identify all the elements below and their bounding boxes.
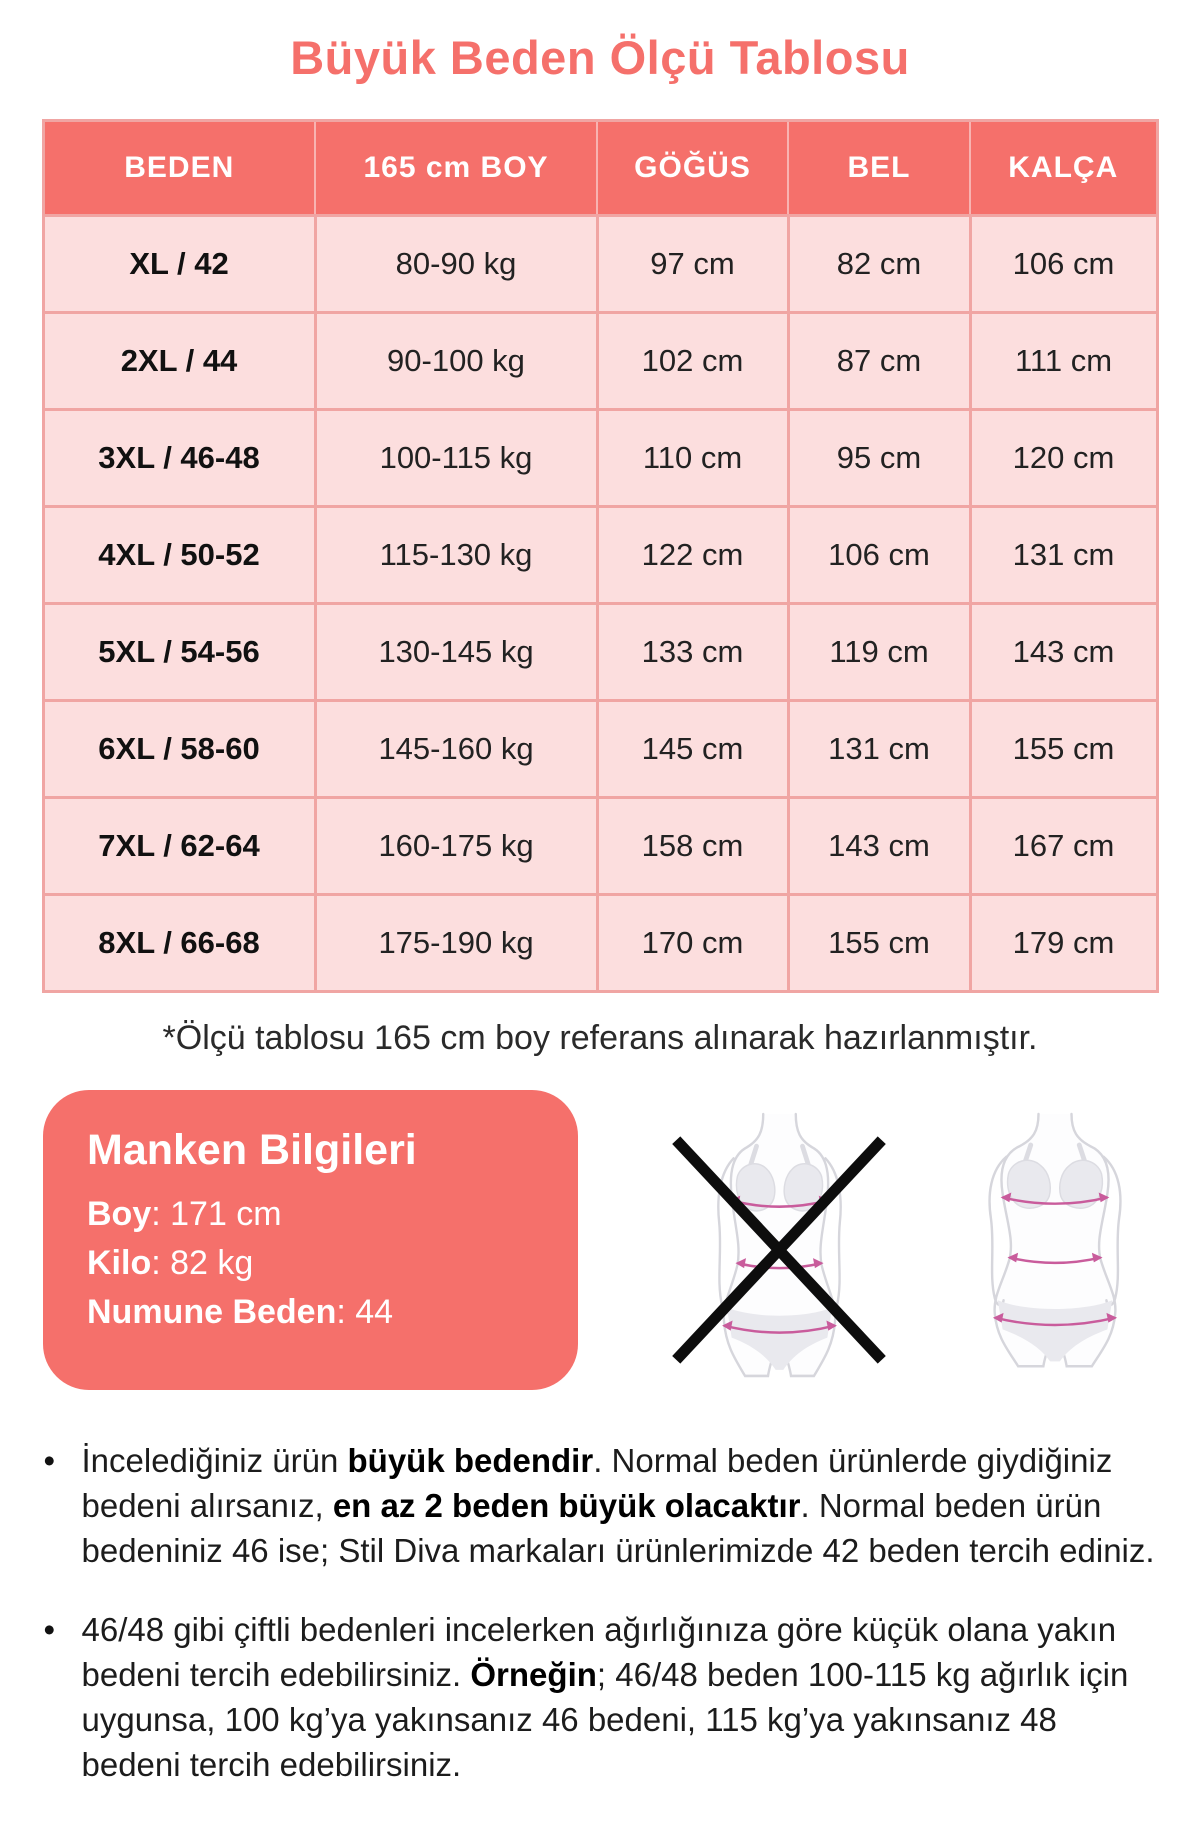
cell-weight: 100-115 kg [315,410,597,507]
note-text-1: İncelediğiniz ürün büyük bedendir. Normal beden ürünlerde giydiğiniz bedeni alırsanız, en az 2 beden büyük olacaktır. Normal beden ürün bedeniniz 46 ise; Stil Diva markaları ürünlerimizde 42 beden tercih ediniz. [81,1442,1155,1569]
cell-size: 7XL / 62-64 [43,798,315,895]
bullet-icon: • [43,1611,56,1648]
cell-weight: 80-90 kg [315,216,597,313]
cell-weight: 90-100 kg [315,313,597,410]
table-row [43,701,1157,798]
model-weight-line: Kilo: 82 kg [87,1244,254,1282]
cell-chest: 97 cm [597,216,788,313]
model-info-section [0,1090,1200,1390]
cell-chest: 170 cm [597,895,788,992]
plus-size-body-figure-icon [948,1112,1162,1374]
note-item-2 [38,1607,1163,1787]
note-item-1 [38,1438,1163,1573]
reference-footnote: *Ölçü tablosu 165 cm boy referans alınarak hazırlanmıştır. [162,1019,1038,1057]
cell-waist: 119 cm [788,604,970,701]
cell-waist: 131 cm [788,701,970,798]
cell-waist: 82 cm [788,216,970,313]
table-row [43,313,1157,410]
model-info-card [43,1090,578,1390]
cell-chest: 145 cm [597,701,788,798]
cell-size: 3XL / 46-48 [43,410,315,507]
table-row [43,895,1157,992]
cell-size: XL / 42 [43,216,315,313]
note-text-2: 46/48 gibi çiftli bedenleri incelerken ağırlığınıza göre küçük olana yakın bedeni tercih edebilirsiniz. Örneğin; 46/48 beden 100-115 kg ağırlık için uygunsa, 100 kg’ya yakınsanız 46 bedeni, 115 kg’ya yakınsanız 48 bedeni tercih edebilirsiniz. [81,1611,1129,1783]
cell-waist: 155 cm [788,895,970,992]
cell-size: 6XL / 58-60 [43,701,315,798]
cell-weight: 115-130 kg [315,507,597,604]
notes-section [38,1438,1163,1787]
model-info-title: Manken Bilgileri [87,1126,417,1174]
cell-waist: 143 cm [788,798,970,895]
table-row [43,798,1157,895]
cell-hip: 106 cm [970,216,1157,313]
crossed-out-slim-body-figure-icon [668,1112,890,1384]
table-row [43,410,1157,507]
table-row [43,507,1157,604]
cell-hip: 120 cm [970,410,1157,507]
cell-weight: 160-175 kg [315,798,597,895]
cell-size: 2XL / 44 [43,313,315,410]
cell-chest: 110 cm [597,410,788,507]
model-height-line: Boy: 171 cm [87,1195,282,1233]
cell-hip: 155 cm [970,701,1157,798]
cell-weight: 130-145 kg [315,604,597,701]
table-header-row [43,121,1157,216]
cell-size: 5XL / 54-56 [43,604,315,701]
cell-weight: 175-190 kg [315,895,597,992]
cell-waist: 95 cm [788,410,970,507]
header-weight: 165 cm BOY [315,121,597,216]
cell-hip: 179 cm [970,895,1157,992]
cell-hip: 143 cm [970,604,1157,701]
model-sample-size-line: Numune Beden: 44 [87,1293,394,1331]
cell-weight: 145-160 kg [315,701,597,798]
header-waist: BEL [788,121,970,216]
cell-chest: 102 cm [597,313,788,410]
header-chest: GÖĞÜS [597,121,788,216]
page-title: Büyük Beden Ölçü Tablosu [290,31,910,84]
cell-chest: 133 cm [597,604,788,701]
bullet-icon: • [43,1442,56,1479]
table-row [43,216,1157,313]
cell-chest: 158 cm [597,798,788,895]
header-hip: KALÇA [970,121,1157,216]
size-chart-table [42,119,1159,993]
cell-size: 4XL / 50-52 [43,507,315,604]
cell-size: 8XL / 66-68 [43,895,315,992]
cell-waist: 87 cm [788,313,970,410]
cell-hip: 167 cm [970,798,1157,895]
cell-chest: 122 cm [597,507,788,604]
table-row [43,604,1157,701]
cell-waist: 106 cm [788,507,970,604]
cell-hip: 111 cm [970,313,1157,410]
cell-hip: 131 cm [970,507,1157,604]
header-size: BEDEN [43,121,315,216]
